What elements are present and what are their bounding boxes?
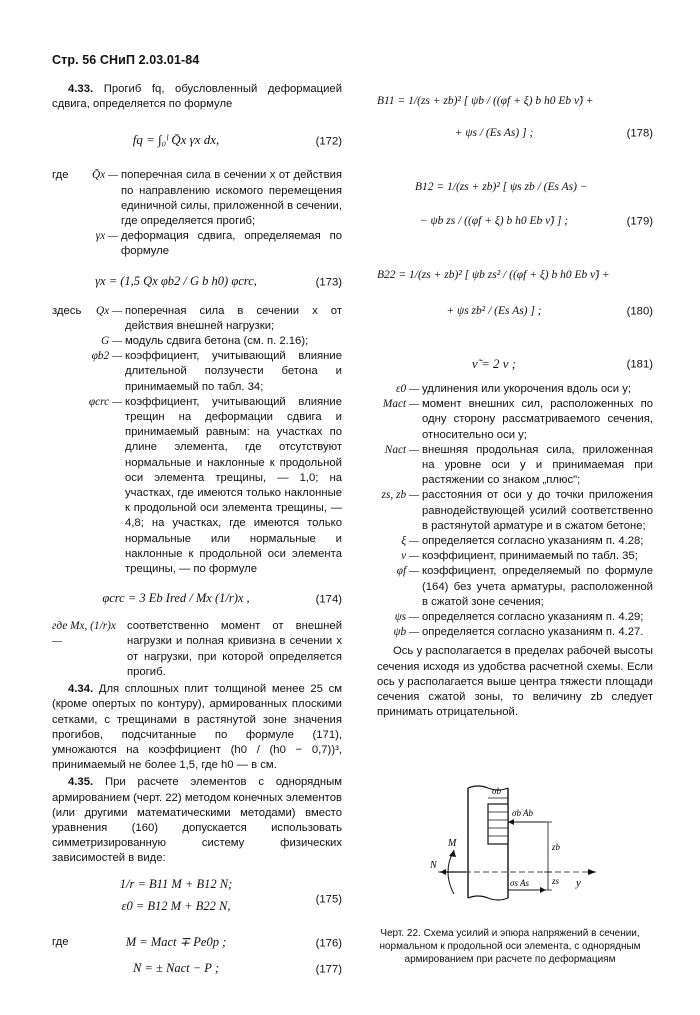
formula-text: + ψs zb² / (Es As) ] ; bbox=[446, 305, 542, 317]
definition-row bbox=[52, 349, 342, 395]
formula-text: M = Mact ∓ Pe0p ; bbox=[125, 934, 227, 949]
definition-row bbox=[377, 610, 653, 625]
formula-number: (180) bbox=[626, 305, 653, 318]
moment-arrowhead bbox=[449, 850, 456, 857]
symbol: ν — bbox=[401, 550, 419, 563]
formula-174 bbox=[52, 581, 342, 619]
axis-paragraph: Ось y располагается в пределах рабочей высоты сечения исходя из удобства расчетной схемы. Если ось y располагается выше центра тяжести площади сечения сжатой зоны, то величину zb следует принимать отрицательной. bbox=[377, 645, 653, 719]
symbol: ξ — bbox=[401, 535, 419, 548]
paragraph-text: Прогиб fq, обусловленный деформацией сдвига, определяется по формуле bbox=[52, 83, 343, 111]
label-m: M bbox=[448, 838, 457, 849]
definition-row bbox=[377, 382, 653, 397]
symbol: φf — bbox=[396, 565, 419, 578]
formula-181 bbox=[377, 348, 653, 382]
formula-172 bbox=[52, 116, 342, 168]
formula-number: (177) bbox=[315, 962, 342, 975]
definition-row bbox=[52, 334, 342, 349]
clause-number: 4.33. bbox=[68, 83, 94, 95]
definition-row bbox=[52, 304, 342, 334]
definition-text: удлинения или укорочения вдоль оси y; bbox=[422, 383, 632, 395]
formula-178 bbox=[377, 90, 653, 156]
formula-text: fq = ∫₀ˡ Q̄x γx dx, bbox=[132, 132, 220, 148]
formula-text: N = ± Nact − P ; bbox=[133, 960, 219, 975]
formula-number: (179) bbox=[626, 215, 653, 228]
formula-text: + ψs / (Es As) ] ; bbox=[454, 127, 534, 139]
paragraph-text: Для сплошных плит толщиной менее 25 см (кроме опертых по контуру), армированных плоскими сетками, с трещинами в растянутой зоне значения прогибов, подсчитанные по формуле (171), умножаются на коэффициент (h0 / (h0 − 0,7))³, принимаемый не более 1,5, где h0 — в см. bbox=[52, 683, 343, 772]
definition-row bbox=[377, 549, 653, 564]
formula-number: (173) bbox=[315, 276, 342, 289]
formula-180 bbox=[377, 262, 653, 338]
symbol: G — bbox=[100, 335, 122, 348]
z-dimensions bbox=[544, 822, 552, 890]
label-zs: zs bbox=[552, 876, 560, 886]
page-header: Стр. 56 СНиП 2.03.01-84 bbox=[52, 53, 200, 67]
definition-text: определяется согласно указаниям п. 4.27. bbox=[422, 626, 644, 639]
definition-row bbox=[377, 397, 653, 443]
label-n: N bbox=[430, 860, 437, 871]
definition-text: коэффициент, учитывающий влияние длительной ползучести бетона и принимаемый по табл. 34; bbox=[125, 350, 342, 393]
paragraph-4-34 bbox=[52, 682, 342, 773]
symbol: γx — bbox=[95, 230, 118, 243]
definition-row bbox=[377, 443, 653, 489]
left-column bbox=[52, 82, 342, 983]
symbol: ψs — bbox=[394, 611, 419, 624]
definition-row bbox=[377, 488, 653, 534]
symbol: Q̄x — bbox=[91, 169, 118, 182]
y-axis-arrow bbox=[588, 869, 596, 875]
formula-number: (178) bbox=[626, 127, 653, 140]
formula-number: (176) bbox=[315, 936, 342, 949]
definition-text: коэффициент, принимаемый по табл. 35; bbox=[422, 550, 638, 563]
label-sigma-b: σb bbox=[492, 786, 501, 796]
definition-text: момент внешних сил, расположенных по одну сторону рассматриваемого сечения, относительно оси y; bbox=[422, 398, 653, 441]
label-sigma-s-as: σs As bbox=[510, 878, 530, 888]
definition-text: поперечная сила в сечении x от действия по направлению искомого перемещения единичной силы, приложенной в сечении, где определяется прогиб; bbox=[121, 169, 342, 228]
symbol: где Mx, (1/r)x — bbox=[52, 620, 116, 648]
definition-text: определяется согласно указаниям п. 4.29; bbox=[422, 611, 644, 624]
definition-text: деформация сдвига, определяемая по формуле bbox=[121, 230, 342, 258]
formula-number: (175) bbox=[315, 892, 342, 905]
figure-caption: Черт. 22. Схема усилий и эпюра напряжений в сечении, нормальном к продольной оси элемента, с однорядным армированием при расчете по деформациям bbox=[379, 928, 641, 965]
where-label: где bbox=[52, 169, 69, 182]
definition-text: модуль сдвига бетона (см. п. 2.16); bbox=[125, 335, 309, 348]
definition-row bbox=[52, 168, 342, 229]
label-sigma-b-ab: σb Ab bbox=[512, 808, 534, 818]
formula-text: ν̃ = 2 ν ; bbox=[471, 356, 517, 371]
formula-177 bbox=[52, 957, 342, 983]
formula-text: 1/r = B11 M + B12 N; bbox=[119, 876, 233, 891]
formula-text: γx = (1,5 Qx φb2 / G b h0) φcrc, bbox=[95, 273, 257, 288]
definition-row bbox=[377, 625, 653, 640]
paragraph-4-35 bbox=[52, 775, 342, 866]
paragraph-text: При расчете элементов с однорядным армированием (черт. 22) методом конечных элементов (или другими математическими методами) вместо уравнения (160) допускается использовать симметризированную систему физических зависимостей в виде: bbox=[52, 776, 342, 865]
section-break-top bbox=[468, 786, 508, 790]
formula-text: B11 = 1/(zs + zb)² [ ψb / ((φf + ξ) b h0 Eb ν̃) + bbox=[377, 95, 594, 107]
formula-176 bbox=[52, 931, 342, 957]
n-arrowhead bbox=[440, 869, 446, 875]
definition-row bbox=[377, 534, 653, 549]
formula-number: (172) bbox=[315, 135, 342, 148]
symbol: ψb — bbox=[393, 626, 419, 639]
formula-text: B12 = 1/(zs + zb)² [ ψs zb / (Es As) − bbox=[415, 181, 588, 193]
label-zb: zb bbox=[552, 842, 561, 852]
as-arrowhead bbox=[540, 887, 546, 893]
clause-number: 4.34. bbox=[68, 683, 94, 696]
formula-179 bbox=[377, 174, 653, 246]
clause-number: 4.35. bbox=[68, 776, 94, 789]
definition-row bbox=[52, 619, 342, 680]
right-column bbox=[377, 90, 653, 720]
definition-text: определяется согласно указаниям п. 4.28; bbox=[422, 535, 644, 548]
formula-text: φcrc = 3 Eb Ired / Mx (1/r)x , bbox=[102, 591, 250, 606]
paragraph-4-33 bbox=[52, 82, 342, 112]
formula-number: (181) bbox=[626, 358, 653, 371]
formula-text: B22 = 1/(zs + zb)² [ ψb zs² / ((φf + ξ) b h0 Eb ν̃) + bbox=[377, 269, 610, 281]
definition-row bbox=[52, 395, 342, 577]
symbol: φb2 — bbox=[91, 350, 122, 363]
definition-row bbox=[52, 229, 342, 259]
figure-22-diagram bbox=[396, 780, 636, 920]
formula-173 bbox=[52, 262, 342, 304]
symbol: Nact — bbox=[384, 443, 419, 456]
here-label: здесь bbox=[52, 304, 82, 317]
symbol: Mact — bbox=[382, 398, 419, 411]
label-y: y bbox=[576, 877, 581, 889]
section-break-bottom bbox=[468, 896, 508, 900]
where-label: где bbox=[52, 935, 69, 948]
formula-175 bbox=[52, 873, 342, 927]
symbol: zs, zb — bbox=[381, 489, 419, 502]
formula-text: − ψb zs / ((φf + ξ) b h0 Eb ν̃) ] ; bbox=[419, 215, 569, 227]
definition-text: внешняя продольная сила, приложенная на уровне оси y и принимаемая при растяжении со знаком „плюс"; bbox=[422, 443, 653, 487]
definition-text: соответственно момент от внешней нагрузки и полная кривизна в сечении x от нагрузки, при которой определяется прогиб. bbox=[127, 620, 342, 678]
formula-text: ε0 = B12 M + B22 N, bbox=[121, 898, 231, 913]
definition-text: коэффициент, учитывающий влияние трещин на деформации сдвига и принимаемый равным: на участках по длине элемента, где отсутствуют нормальные и наклонные к продольной оси элемента трещины, — 1,0; на участках, где имеются только наклонные к продольной оси элемента трещины, — 4,8; на участках, где имеются только нормальные или нормальные и наклонные к продольной оси элемента трещины, — по формуле bbox=[125, 395, 342, 576]
symbol: ε0 — bbox=[396, 383, 419, 395]
symbol: φcrc — bbox=[88, 395, 122, 408]
definition-text: коэффициент, определяемый по формуле (164) без учета арматуры, расположенной в сжатой зоне сечения; bbox=[422, 565, 653, 608]
definition-text: расстояния от оси y до точки приложения равнодействующей усилий соответственно в растянутой арматуре и в сжатом бетоне; bbox=[422, 489, 653, 532]
formula-number: (174) bbox=[315, 593, 342, 606]
definition-text: поперечная сила в сечении x от действия внешней нагрузки; bbox=[125, 304, 342, 332]
ab-arrowhead bbox=[508, 819, 514, 825]
stress-block bbox=[488, 804, 508, 844]
symbol: Qx — bbox=[95, 304, 122, 317]
definition-row bbox=[377, 564, 653, 610]
